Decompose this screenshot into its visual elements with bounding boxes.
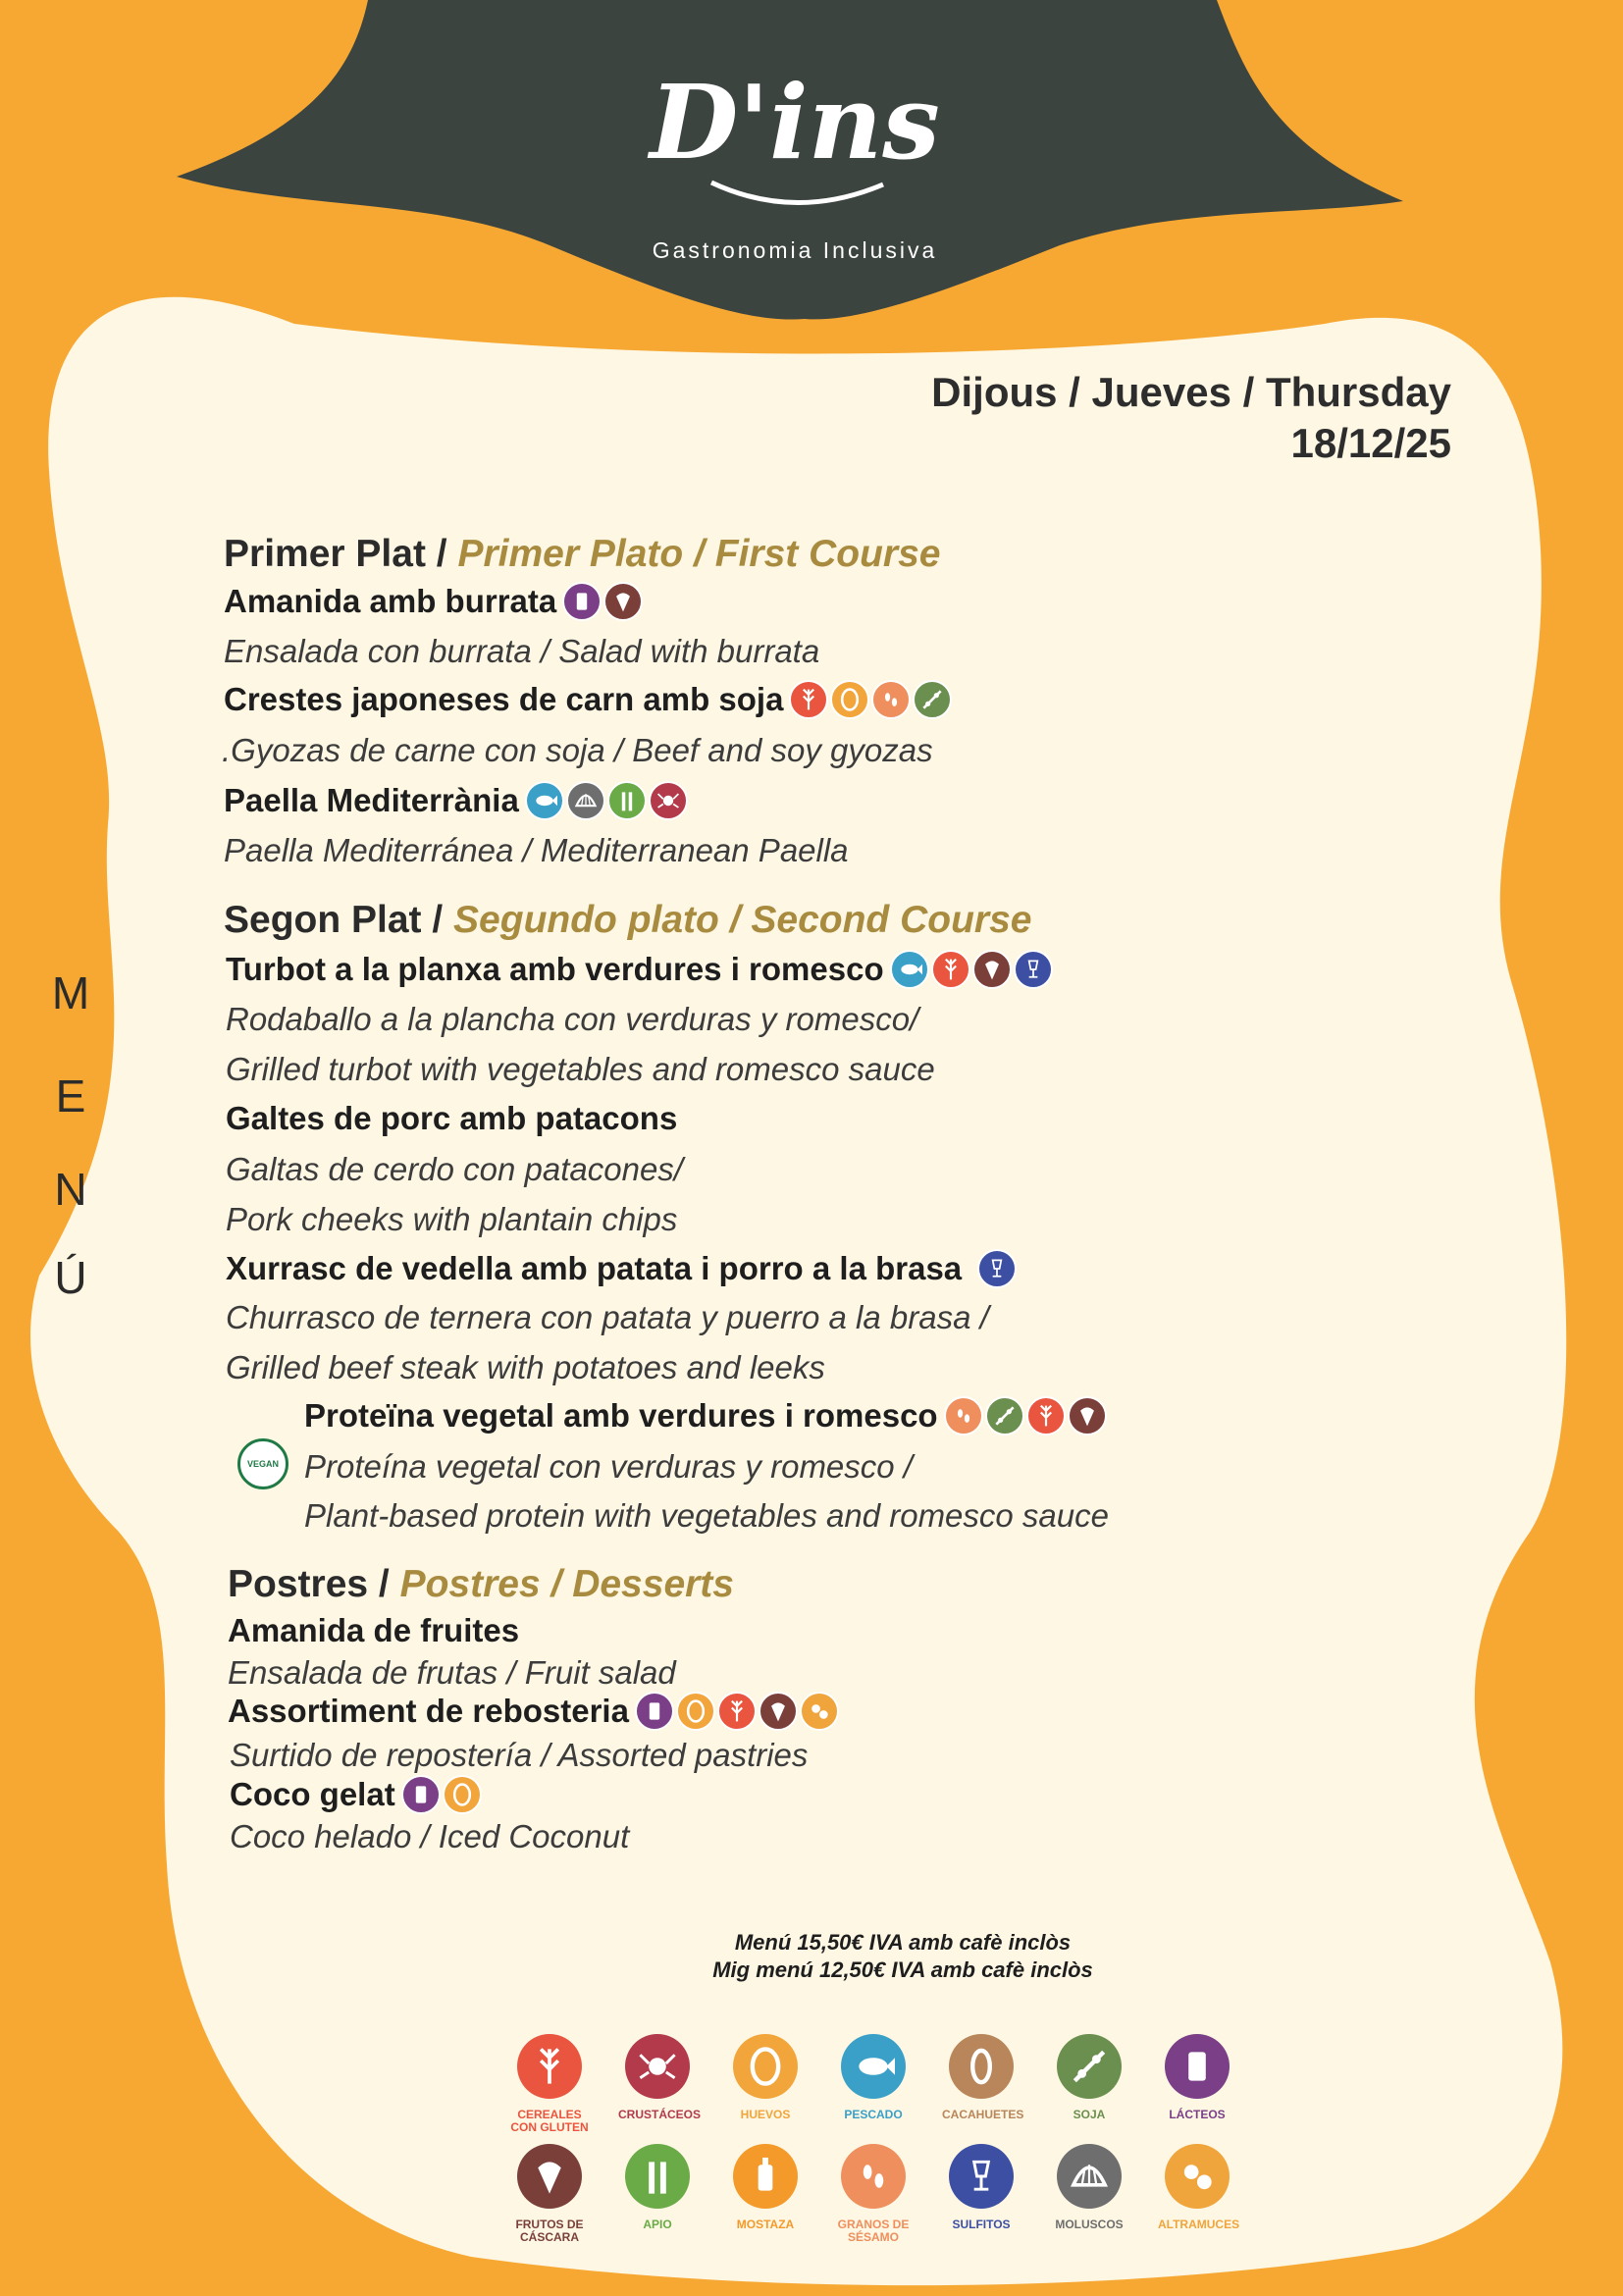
huevos-icon (733, 2034, 798, 2099)
smile-icon (608, 173, 981, 222)
dish-desc: Grilled turbot with vegetables and romesco sauce (226, 1051, 935, 1087)
dish-desc: Coco helado / Iced Coconut (230, 1818, 630, 1854)
legend-item-pescado (834, 2034, 913, 2134)
mostaza-icon (744, 2155, 787, 2198)
date-value: 18/12/25 (1290, 420, 1451, 466)
legend-item-crustaceos (618, 2034, 702, 2134)
legend-label: SULFITOS (952, 2218, 1011, 2231)
frutos-cascara-allergen-icon (759, 1692, 798, 1731)
legend-label: MOSTAZA (736, 2218, 795, 2231)
dish-title: Assortiment de rebosteria (228, 1692, 839, 1731)
altramuces-icon (807, 1698, 832, 1724)
dish-title: Paella Mediterrània (224, 781, 688, 820)
lacteos-icon (569, 589, 595, 614)
huevos-icon (744, 2045, 787, 2088)
logo-subtitle: Gastronomia Inclusiva (652, 237, 938, 263)
side-letter: Ú (54, 1252, 87, 1303)
sesamo-icon (951, 1403, 976, 1429)
pescado-icon (897, 957, 922, 982)
legend-label: CACAHUETES (942, 2108, 1024, 2121)
legend-item-lacteos (1158, 2034, 1236, 2134)
dish-title: Amanida de fruites (228, 1612, 520, 1648)
huevos-icon (449, 1782, 475, 1807)
dish-desc: Plant-based protein with vegetables and romesco sauce (304, 1497, 1109, 1534)
lacteos-icon (642, 1698, 667, 1724)
legend-item-moluscos (1050, 2144, 1128, 2244)
moluscos-allergen-icon (566, 781, 605, 820)
frutos-cascara-icon (528, 2155, 571, 2198)
section-first-course: Primer Plat / Primer Plato / First Course (224, 533, 941, 575)
pescado-allergen-icon (890, 950, 929, 989)
cereales-allergen-icon (717, 1692, 757, 1731)
dish-title: Crestes japoneses de carn amb soja (224, 680, 952, 719)
legend-item-cereales (510, 2034, 589, 2134)
pescado-allergen-icon (525, 781, 564, 820)
pescado-icon (841, 2034, 906, 2099)
price-half-menu: Mig menú 12,50€ IVA amb cafè inclòs (712, 1957, 1093, 1982)
lacteos-icon (1176, 2045, 1219, 2088)
lacteos-icon (408, 1782, 434, 1807)
legend-label: SOJA (1073, 2108, 1106, 2121)
sulfitos-allergen-icon (1014, 950, 1053, 989)
dish-title: Amanida amb burrata (224, 582, 643, 621)
moluscos-icon (573, 788, 599, 813)
sulfitos-allergen-icon (977, 1249, 1017, 1288)
sesamo-icon (878, 687, 904, 712)
dish-title: Xurrasc de vedella amb patata i porro a la brasa (226, 1249, 1017, 1288)
dish-desc: Proteína vegetal con verduras y romesco / (304, 1448, 913, 1485)
legend-label: APIO (643, 2218, 672, 2231)
altramuces-icon (1176, 2155, 1219, 2198)
altramuces-icon (1165, 2144, 1230, 2209)
allergen-legend-row (510, 2144, 1240, 2244)
dish-desc: Galtas de cerdo con patacones/ (226, 1151, 683, 1187)
side-letter: E (55, 1070, 86, 1122)
legend-item-mostaza (726, 2144, 805, 2244)
side-letter: N (54, 1164, 87, 1215)
frutos-cascara-allergen-icon (603, 582, 643, 621)
legend-label: MOLUSCOS (1055, 2218, 1124, 2231)
sesamo-icon (852, 2155, 895, 2198)
crustaceos-icon (625, 2034, 690, 2099)
legend-label: CRUSTÁCEOS (618, 2108, 702, 2121)
frutos-cascara-icon (765, 1698, 791, 1724)
pescado-icon (852, 2045, 895, 2088)
dish-desc: Surtido de repostería / Assorted pastries (230, 1737, 809, 1773)
dish-title: Coco gelat (230, 1775, 482, 1814)
sesamo-allergen-icon (871, 680, 911, 719)
section-second-course: Segon Plat / Segundo plato / Second Course (224, 899, 1032, 941)
cacahuetes-icon (949, 2034, 1014, 2099)
cereales-icon (938, 957, 964, 982)
frutos-cascara-icon (517, 2144, 582, 2209)
cereales-icon (724, 1698, 750, 1724)
legend-label: ALTRAMUCES (1158, 2218, 1240, 2231)
apio-allergen-icon (607, 781, 647, 820)
legend-item-altramuces (1158, 2144, 1240, 2244)
legend-item-apio (618, 2144, 697, 2244)
apio-icon (636, 2155, 679, 2198)
sulfitos-icon (1021, 957, 1046, 982)
moluscos-icon (1068, 2155, 1111, 2198)
huevos-allergen-icon (443, 1775, 482, 1814)
legend-item-frutos-cascara (510, 2144, 589, 2244)
frutos-cascara-allergen-icon (1068, 1396, 1107, 1435)
soja-icon (1068, 2045, 1111, 2088)
vegan-badge-icon: VEGAN (237, 1438, 288, 1489)
logo (608, 62, 981, 216)
apio-icon (614, 788, 640, 813)
cereales-icon (796, 687, 821, 712)
legend-label: CEREALES CON GLUTEN (510, 2108, 589, 2134)
cereales-allergen-icon (931, 950, 970, 989)
cereales-icon (1033, 1403, 1059, 1429)
frutos-cascara-allergen-icon (972, 950, 1012, 989)
date-day: Dijous / Jueves / Thursday (931, 369, 1451, 415)
dish-desc: Pork cheeks with plantain chips (226, 1201, 678, 1237)
section-desserts: Postres / Postres / Desserts (228, 1563, 734, 1605)
crustaceos-allergen-icon (649, 781, 688, 820)
pescado-icon (532, 788, 557, 813)
frutos-cascara-icon (979, 957, 1005, 982)
legend-label: LÁCTEOS (1169, 2108, 1226, 2121)
legend-item-sesamo (834, 2144, 913, 2244)
dish-desc: .Gyozas de carne con soja / Beef and soy gyozas (222, 732, 933, 768)
soja-allergen-icon (913, 680, 952, 719)
apio-icon (625, 2144, 690, 2209)
side-letter: M (51, 967, 90, 1018)
cacahuetes-icon (960, 2045, 1003, 2088)
soja-icon (992, 1403, 1018, 1429)
huevos-allergen-icon (676, 1692, 715, 1731)
frutos-cascara-icon (610, 589, 636, 614)
legend-item-huevos (726, 2034, 805, 2134)
huevos-allergen-icon (830, 680, 869, 719)
frutos-cascara-icon (1074, 1403, 1100, 1429)
soja-icon (1057, 2034, 1122, 2099)
legend-label: HUEVOS (740, 2108, 791, 2121)
dish-title: Galtes de porc amb patacons (226, 1100, 678, 1136)
cereales-allergen-icon (789, 680, 828, 719)
moluscos-icon (1057, 2144, 1122, 2209)
price-menu: Menú 15,50€ IVA amb cafè inclòs (734, 1930, 1072, 1955)
dish-title: Proteïna vegetal amb verdures i romesco (304, 1396, 1107, 1435)
soja-allergen-icon (985, 1396, 1024, 1435)
legend-item-cacahuetes (942, 2034, 1024, 2134)
cereales-allergen-icon (1026, 1396, 1066, 1435)
dish-title: Turbot a la planxa amb verdures i romesco (226, 950, 1053, 989)
huevos-icon (837, 687, 863, 712)
soja-icon (919, 687, 945, 712)
crustaceos-icon (636, 2045, 679, 2088)
allergen-legend-row (510, 2034, 1236, 2134)
huevos-icon (683, 1698, 708, 1724)
lacteos-allergen-icon (635, 1692, 674, 1731)
mostaza-icon (733, 2144, 798, 2209)
legend-item-sulfitos (942, 2144, 1021, 2244)
dish-desc: Grilled beef steak with potatoes and leeks (226, 1349, 825, 1385)
legend-item-soja (1050, 2034, 1128, 2134)
lacteos-allergen-icon (401, 1775, 441, 1814)
lacteos-allergen-icon (562, 582, 602, 621)
sulfitos-icon (984, 1256, 1010, 1281)
sesamo-allergen-icon (944, 1396, 983, 1435)
dish-desc: Paella Mediterránea / Mediterranean Paella (224, 832, 849, 868)
dish-desc: Ensalada con burrata / Salad with burrata (224, 633, 820, 669)
dish-desc: Churrasco de ternera con patata y puerro a la brasa / (226, 1299, 989, 1335)
lacteos-icon (1165, 2034, 1230, 2099)
sesamo-icon (841, 2144, 906, 2209)
dish-desc: Rodaballo a la plancha con verduras y romesco/ (226, 1001, 919, 1037)
sulfitos-icon (960, 2155, 1003, 2198)
dish-desc: Ensalada de frutas / Fruit salad (228, 1654, 676, 1691)
altramuces-allergen-icon (800, 1692, 839, 1731)
logo-text: D'ins (650, 62, 940, 183)
cereales-icon (528, 2045, 571, 2088)
legend-label: PESCADO (844, 2108, 903, 2121)
crustaceos-icon (655, 788, 681, 813)
legend-label: GRANOS DE SÉSAMO (837, 2218, 910, 2244)
sulfitos-icon (949, 2144, 1014, 2209)
cereales-icon (517, 2034, 582, 2099)
legend-label: FRUTOS DE CÁSCARA (515, 2218, 584, 2244)
